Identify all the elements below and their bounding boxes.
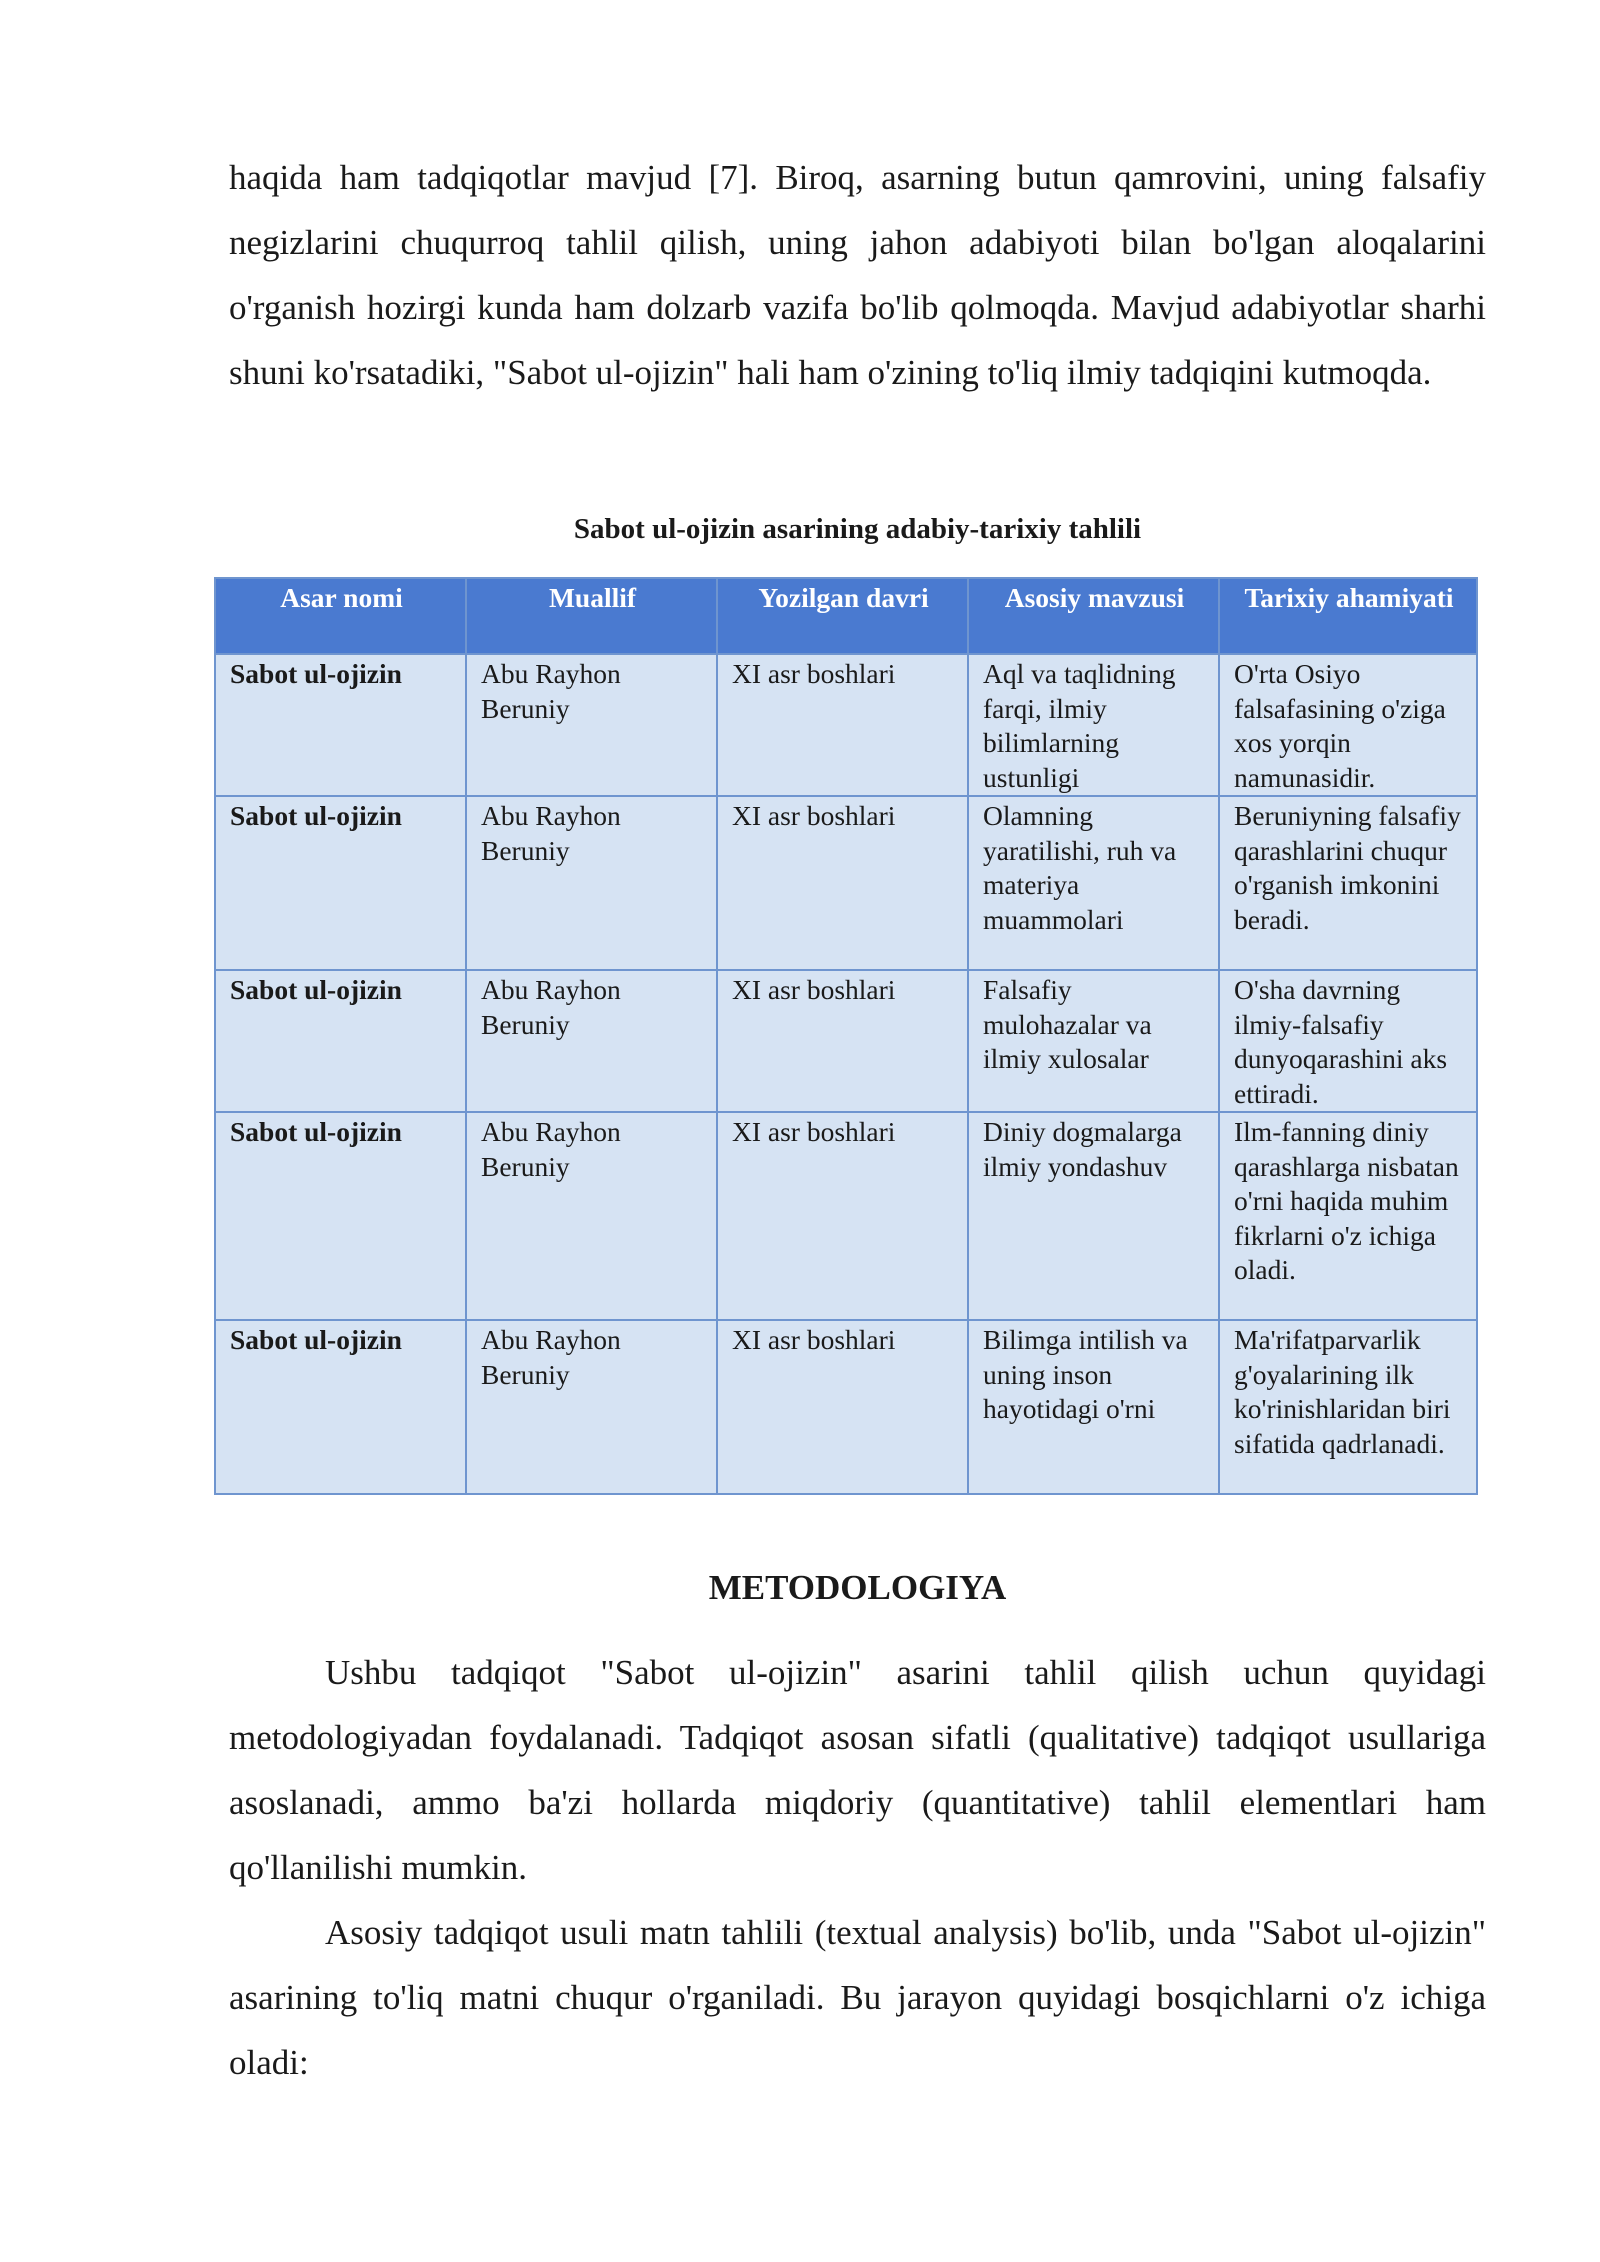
- cell-muallif: Abu Rayhon Beruniy: [466, 1112, 717, 1320]
- table-header-row: [215, 578, 1477, 654]
- table-row: [215, 796, 1477, 970]
- cell-asosiy-mavzusi: Bilimga intilish va uning inson hayotidagi o'rni: [968, 1320, 1219, 1494]
- cell-muallif: Abu Rayhon Beruniy: [466, 970, 717, 1112]
- cell-asar-nomi: Sabot ul-ojizin: [215, 1320, 466, 1494]
- cell-asar-nomi: Sabot ul-ojizin: [215, 796, 466, 970]
- analysis-table: [214, 577, 1478, 1495]
- cell-asosiy-mavzusi: Falsafiy mulohazalar va ilmiy xulosalar: [968, 970, 1219, 1112]
- table-row: [215, 1112, 1477, 1320]
- header-muallif: Muallif: [466, 578, 717, 654]
- cell-yozilgan-davri: XI asr boshlari: [717, 1112, 968, 1320]
- intro-paragraph: haqida ham tadqiqotlar mavjud [7]. Biroq, asarning butun qamrovini, uning falsafiy negizlarini chuqurroq tahlil qilish, uning jahon adabiyoti bilan bo'lgan aloqalarini o'rganish hozirgi kunda ham dolzarb vazifa bo'lib qolmoqda. Mavjud adabiyotlar sharhi shuni ko'rsatadiki, "Sabot ul-ojizin" hali ham o'zining to'liq ilmiy tadqiqini kutmoqda.: [229, 158, 1486, 392]
- cell-tarixiy-ahamiyati: Ilm-fanning diniy qarashlarga nisbatan o'rni haqida muhim fikrlarni o'z ichiga oladi.: [1219, 1112, 1477, 1320]
- cell-asar-nomi: Sabot ul-ojizin: [215, 654, 466, 796]
- cell-yozilgan-davri: XI asr boshlari: [717, 970, 968, 1112]
- cell-asar-nomi: Sabot ul-ojizin: [215, 970, 466, 1112]
- cell-muallif: Abu Rayhon Beruniy: [466, 654, 717, 796]
- cell-muallif: Abu Rayhon Beruniy: [466, 796, 717, 970]
- section-heading: METODOLOGIYA: [708, 1568, 1007, 1607]
- cell-tarixiy-ahamiyati: Ma'rifatparvarlik g'oyalarining ilk ko'rinishlaridan biri sifatida qadrlanadi.: [1219, 1320, 1477, 1494]
- cell-asosiy-mavzusi: Diniy dogmalarga ilmiy yondashuv: [968, 1112, 1219, 1320]
- header-tarixiy-ahamiyati: Tarixiy ahamiyati: [1219, 578, 1477, 654]
- header-asar-nomi: Asar nomi: [215, 578, 466, 654]
- table-caption: Sabot ul-ojizin asarining adabiy-tarixiy tahlili: [573, 513, 1142, 545]
- header-asosiy-mavzusi: Asosiy mavzusi: [968, 578, 1219, 654]
- table-row: [215, 654, 1477, 796]
- cell-asosiy-mavzusi: Olamning yaratilishi, ruh va materiya muammolari: [968, 796, 1219, 970]
- cell-asar-nomi: Sabot ul-ojizin: [215, 1112, 466, 1320]
- cell-yozilgan-davri: XI asr boshlari: [717, 1320, 968, 1494]
- cell-tarixiy-ahamiyati: O'rta Osiyo falsafasining o'ziga xos yorqin namunasidir.: [1219, 654, 1477, 796]
- header-yozilgan-davri: Yozilgan davri: [717, 578, 968, 654]
- methodology-paragraph: Ushbu tadqiqot "Sabot ul-ojizin" asarini tahlil qilish uchun quyidagi metodologiyadan foydalanadi. Tadqiqot asosan sifatli (qualitative) tadqiqot usullariga asoslanadi, ammo ba'zi hollarda miqdoriy (quantitative) tahlil elementlari ham qo'llanilishi mumkin.: [229, 1653, 1486, 1887]
- cell-muallif: Abu Rayhon Beruniy: [466, 1320, 717, 1494]
- cell-asosiy-mavzusi: Aql va taqlidning farqi, ilmiy bilimlarning ustunligi: [968, 654, 1219, 796]
- table-row: [215, 970, 1477, 1112]
- cell-yozilgan-davri: XI asr boshlari: [717, 654, 968, 796]
- cell-yozilgan-davri: XI asr boshlari: [717, 796, 968, 970]
- cell-tarixiy-ahamiyati: Beruniyning falsafiy qarashlarini chuqur o'rganish imkonini beradi.: [1219, 796, 1477, 970]
- table-row: [215, 1320, 1477, 1494]
- methodology-paragraph: Asosiy tadqiqot usuli matn tahlili (textual analysis) bo'lib, unda "Sabot ul-ojizin" asarining to'liq matni chuqur o'rganiladi. Bu jarayon quyidagi bosqichlarni o'z ichiga oladi:: [229, 1913, 1486, 2082]
- cell-tarixiy-ahamiyati: O'sha davrning ilmiy-falsafiy dunyoqarashini aks ettiradi.: [1219, 970, 1477, 1112]
